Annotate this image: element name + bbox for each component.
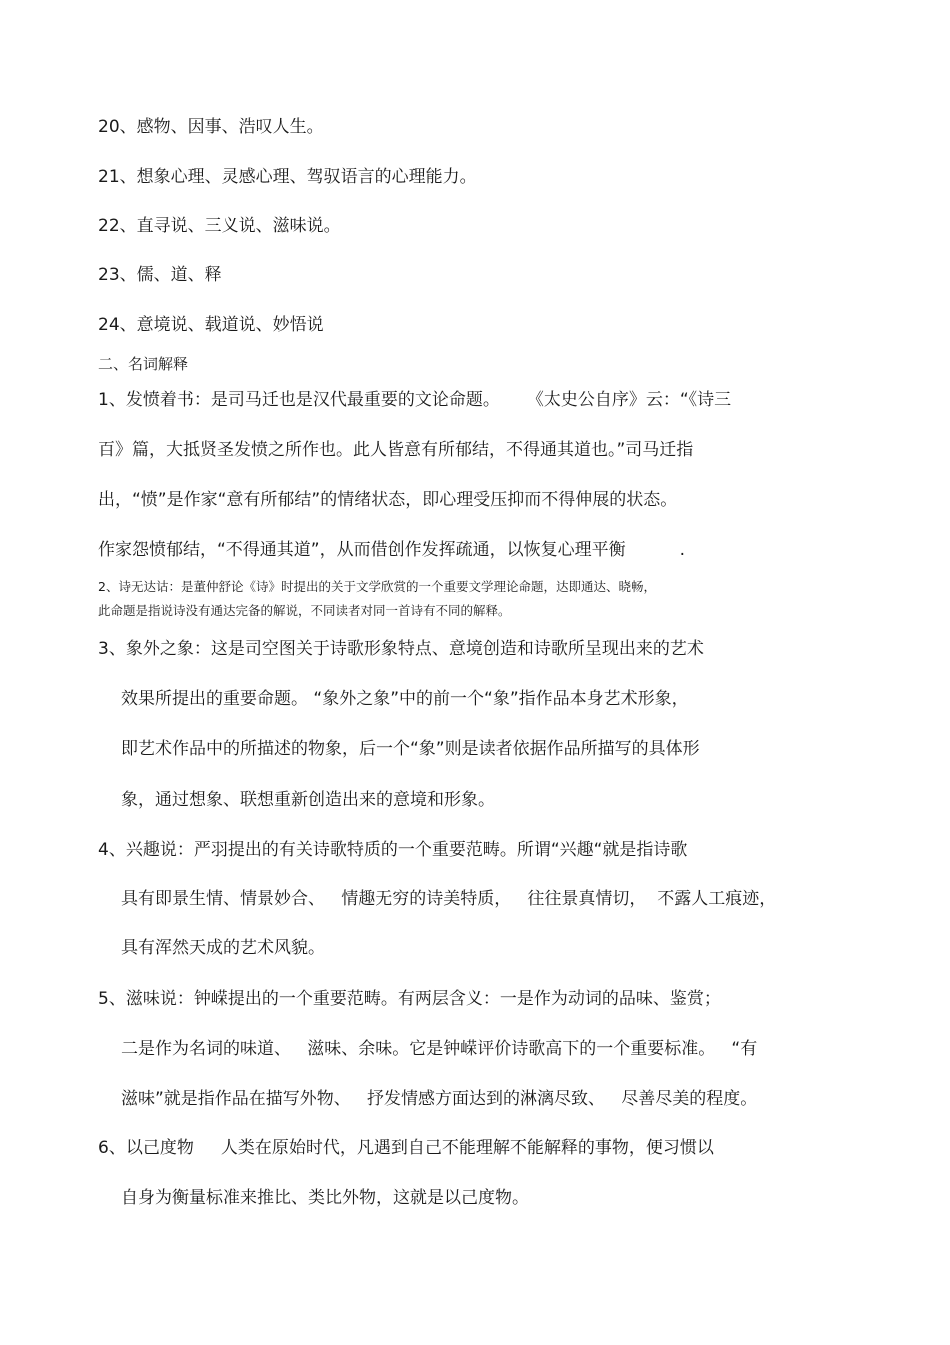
definition-line: 即艺术作品中的所描述的物象，后一个“象”则是读者依据作品所描写的具体形	[121, 739, 700, 759]
answer-20: 20、感物、因事、浩叹人生。	[98, 117, 324, 137]
answer-24: 24、意境说、载道说、妙悟说	[98, 315, 324, 335]
definition-line: 具有即景生情、情景妙合、 情趣无穷的诗美特质， 往往景真情切， 不露人工痕迹，	[121, 889, 777, 909]
definition-line: 1、发愤着书：是司马迁也是汉代最重要的文论命题。 《太史公自序》云：“《诗三	[98, 390, 732, 410]
definition-line: 效果所提出的重要命题。 “象外之象”中的前一个“象”指作品本身艺术形象，	[121, 689, 689, 709]
definition-line: 出，“愤”是作家“意有所郁结”的情绪状态，即心理受压抑而不得伸展的状态。	[98, 490, 678, 510]
definition-line: 具有浑然天成的艺术风貌。	[121, 938, 325, 958]
answer-22: 22、直寻说、三义说、滋味说。	[98, 216, 341, 236]
section-heading-terms: 二、名词解释	[98, 355, 189, 373]
definition-line: 2、诗无达诂：是董仲舒论《诗》时提出的关于文学欣赏的一个重要文学理论命题，达即通达、晓畅，	[98, 579, 656, 594]
definition-line: 百》篇，大抵贤圣发愤之所作也。此人皆意有所郁结，不得通其道也。”司马迁指	[98, 440, 694, 460]
definition-line: 5、滋味说：钟嵘提出的一个重要范畴。有两层含义：一是作为动词的品味、鉴赏；	[98, 989, 721, 1009]
definition-line: 二是作为名词的味道、 滋味、余味。它是钟嵘评价诗歌高下的一个重要标准。 “有	[121, 1039, 758, 1059]
definition-line: 滋味”就是指作品在描写外物、 抒发情感方面达到的淋漓尽致、 尽善尽美的程度。	[121, 1089, 758, 1109]
definition-line: 6、以己度物 人类在原始时代，凡遇到自己不能理解不能解释的事物，便习惯以	[98, 1138, 714, 1158]
definition-line: 3、象外之象：这是司空图关于诗歌形象特点、意境创造和诗歌所呈现出来的艺术	[98, 639, 704, 659]
definition-line: 4、兴趣说：严羽提出的有关诗歌特质的一个重要范畴。所谓“兴趣“就是指诗歌	[98, 840, 688, 860]
answer-23: 23、儒、道、释	[98, 265, 222, 285]
definition-line: 此命题是指说诗没有通达完备的解说，不同读者对同一首诗有不同的解释。	[98, 603, 511, 618]
definition-line: 作家怨愤郁结，“不得通其道”，从而借创作发挥疏通，以恢复心理平衡 .	[98, 540, 686, 560]
answer-21: 21、想象心理、灵感心理、驾驭语言的心理能力。	[98, 167, 477, 187]
definition-line: 象，通过想象、联想重新创造出来的意境和形象。	[121, 790, 495, 810]
definition-line: 自身为衡量标准来推比、类比外物，这就是以己度物。	[121, 1188, 529, 1208]
